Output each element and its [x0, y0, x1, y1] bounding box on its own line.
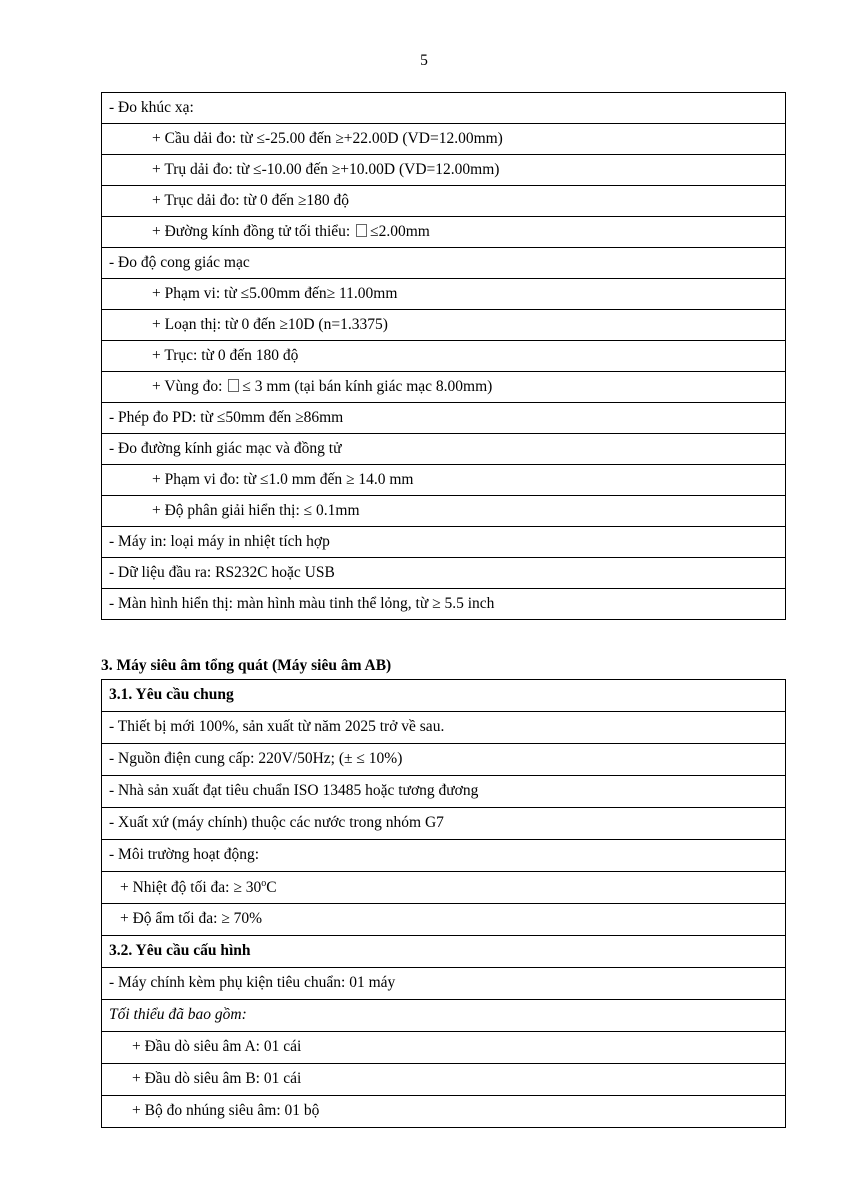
subsection-heading: 3.2. Yêu cầu cấu hình [102, 936, 786, 968]
table-row [102, 465, 786, 496]
table-cell: - Nhà sản xuất đạt tiêu chuẩn ISO 13485 hoặc tương đương [102, 776, 786, 808]
subsection-heading: 3.1. Yêu cầu chung [102, 680, 786, 712]
table-row [102, 403, 786, 434]
table-row [102, 558, 786, 589]
table-cell: - Máy chính kèm phụ kiện tiêu chuẩn: 01 máy [102, 968, 786, 1000]
table-cell: + Phạm vi đo: từ ≤1.0 mm đến ≥ 14.0 mm [102, 465, 786, 496]
table-row [102, 872, 786, 904]
missing-glyph-box [228, 379, 239, 392]
table-row [102, 808, 786, 840]
table-row [102, 124, 786, 155]
table-row [102, 186, 786, 217]
degree-superscript: o [261, 877, 267, 889]
table-row [102, 1096, 786, 1128]
cell-text: ≤2.00mm [370, 222, 430, 240]
ultrasound-spec-table [101, 679, 786, 1128]
table-cell: - Máy in: loại máy in nhiệt tích hợp [102, 527, 786, 558]
cell-text: + Vùng đo: [152, 377, 223, 395]
table-row [102, 217, 786, 248]
table-row [102, 279, 786, 310]
table-cell: - Phép đo PD: từ ≤50mm đến ≥86mm [102, 403, 786, 434]
table-row [102, 155, 786, 186]
table-cell: + Độ phân giải hiển thị: ≤ 0.1mm [102, 496, 786, 527]
table-cell: - Dữ liệu đầu ra: RS232C hoặc USB [102, 558, 786, 589]
table-row [102, 248, 786, 279]
table-row [102, 372, 786, 403]
table-cell: - Đo khúc xạ: [102, 93, 786, 124]
table-cell: - Xuất xứ (máy chính) thuộc các nước trong nhóm G7 [102, 808, 786, 840]
table-row [102, 840, 786, 872]
table-row [102, 968, 786, 1000]
table-row [102, 93, 786, 124]
table-row [102, 310, 786, 341]
table-cell: - Màn hình hiển thị: màn hình màu tinh thể lỏng, từ ≥ 5.5 inch [102, 589, 786, 620]
table-cell: + Cầu dải đo: từ ≤-25.00 đến ≥+22.00D (VD=12.00mm) [102, 124, 786, 155]
cell-text: + Nhiệt độ tối đa: ≥ 30 [120, 878, 262, 896]
table-row [102, 341, 786, 372]
table-cell: - Nguồn điện cung cấp: 220V/50Hz; (± ≤ 10%) [102, 744, 786, 776]
table-cell [102, 872, 786, 904]
missing-glyph-box [356, 224, 367, 237]
table-row [102, 434, 786, 465]
table-row [102, 776, 786, 808]
table-cell: + Độ ẩm tối đa: ≥ 70% [102, 904, 786, 936]
table-row [102, 496, 786, 527]
table-row [102, 1032, 786, 1064]
table-cell: + Đầu dò siêu âm A: 01 cái [102, 1032, 786, 1064]
table-cell [102, 217, 786, 248]
table-row [102, 744, 786, 776]
table-row [102, 589, 786, 620]
table-cell: + Trục dải đo: từ 0 đến ≥180 độ [102, 186, 786, 217]
table-row [102, 904, 786, 936]
refraction-spec-table [101, 92, 786, 620]
page-number: 5 [420, 52, 428, 69]
table-cell: - Đo đường kính giác mạc và đồng tử [102, 434, 786, 465]
table-cell: + Loạn thị: từ 0 đến ≥10D (n=1.3375) [102, 310, 786, 341]
table-cell: + Trục: từ 0 đến 180 độ [102, 341, 786, 372]
table-row [102, 936, 786, 968]
cell-text: + Đường kính đồng tử tối thiểu: [152, 222, 351, 240]
table-cell: - Đo độ cong giác mạc [102, 248, 786, 279]
table-cell: - Môi trường hoạt động: [102, 840, 786, 872]
table-cell: + Trụ dải đo: từ ≤-10.00 đến ≥+10.00D (VD=12.00mm) [102, 155, 786, 186]
cell-text: ≤ 3 mm (tại bán kính giác mạc 8.00mm) [242, 377, 493, 395]
cell-text: C [266, 878, 277, 896]
table-row [102, 527, 786, 558]
table-cell: - Thiết bị mới 100%, sản xuất từ năm 2025 trở về sau. [102, 712, 786, 744]
table-cell: Tối thiểu đã bao gồm: [102, 1000, 786, 1032]
table-row [102, 1064, 786, 1096]
table-cell: + Đầu dò siêu âm B: 01 cái [102, 1064, 786, 1096]
table-row [102, 1000, 786, 1032]
table-cell: + Bộ đo nhúng siêu âm: 01 bộ [102, 1096, 786, 1128]
section-heading: 3. Máy siêu âm tổng quát (Máy siêu âm AB) [101, 657, 392, 674]
table-row [102, 712, 786, 744]
table-cell: + Phạm vi: từ ≤5.00mm đến≥ 11.00mm [102, 279, 786, 310]
table-row [102, 680, 786, 712]
table-cell [102, 372, 786, 403]
